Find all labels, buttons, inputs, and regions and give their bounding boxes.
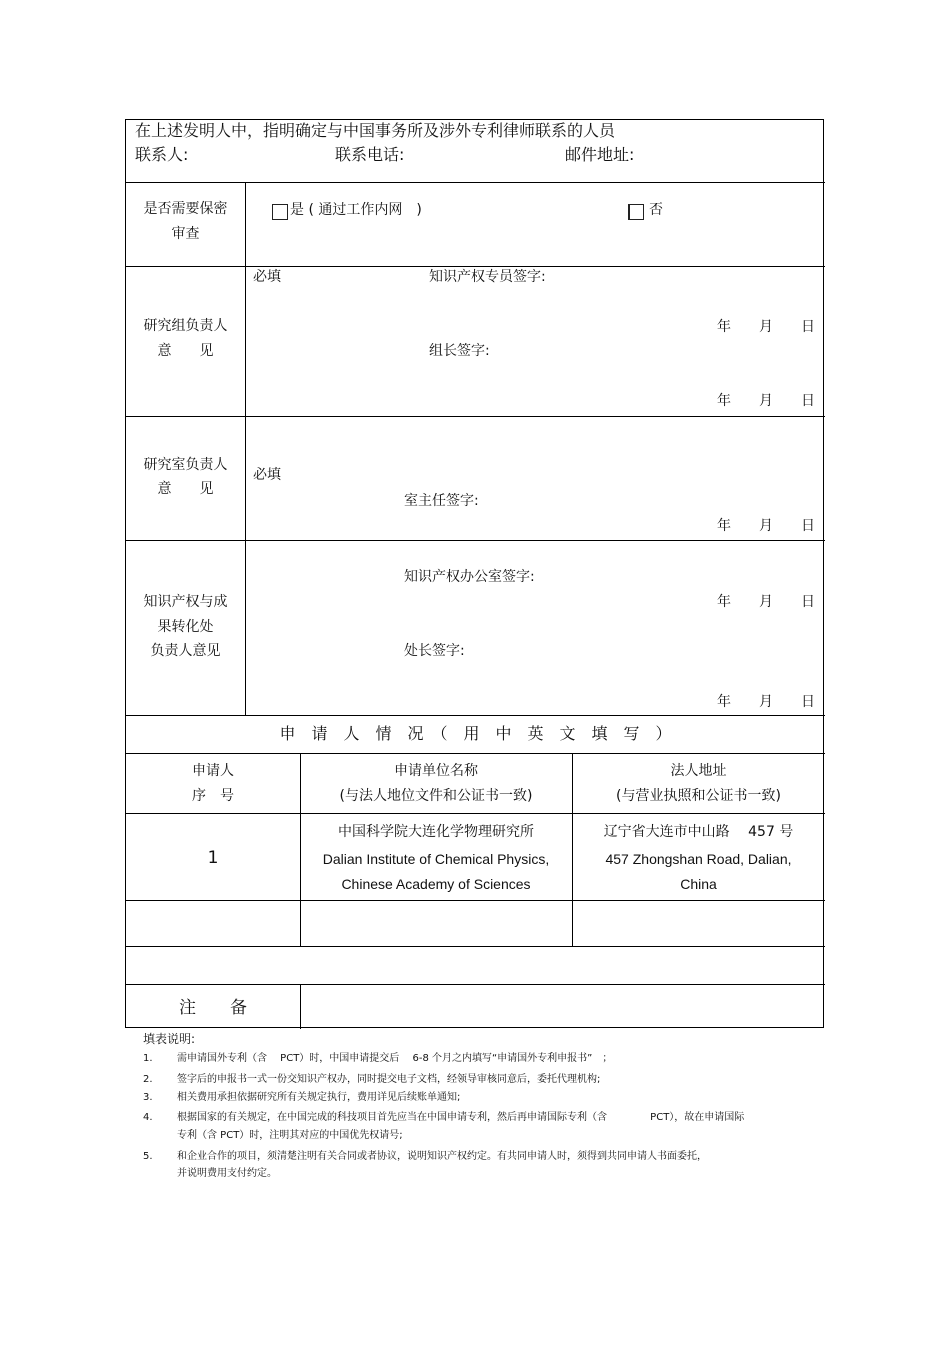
row-divider [126,715,825,716]
group-required-note: 必填 [253,269,281,285]
instruction-text: 相关费用承担依据研究所有关规定执行，费用详见后续账单通知; [177,1092,461,1103]
group-leader-label-line1: 研究组负责人 [143,318,228,334]
no-option-label: 否 [649,202,663,218]
row-divider [126,900,825,901]
instruction-number: 5. [143,1151,153,1162]
row-divider [126,984,825,985]
instruction-number: 1. [143,1053,153,1064]
row-divider [126,416,825,417]
applicant-name-cn: 中国科学院大连化学物理研究所 [338,824,534,840]
instruction-text: 专利（含 PCT）时，注明其对应的中国优先权请号; [177,1130,403,1141]
ip-office-label-line2: 果转化处 [157,619,214,635]
date-month: 月 [759,319,773,335]
confidential-label-line1: 是否需要保密 [143,201,228,217]
yes-option-label: 是 ( 通过工作内网 ) [290,202,422,218]
col-seq-header-line1: 申请人 [192,763,234,779]
applicant-section-title: 申 请 人 情 况 （ 用 中 英 文 填 写 ） [279,724,672,743]
date-day: 日 [801,319,815,335]
contact-address-label: 邮件地址: [565,145,635,164]
lab-required-note: 必填 [253,467,281,483]
row-divider [126,182,825,183]
column-divider [300,984,301,1029]
instruction-text: 和企业合作的项目，须清楚注明有关合同或者协议，说明知识产权约定。有共同申请人时，须得到共同申请人书面委托， [177,1151,707,1162]
date-year: 年 [717,594,731,610]
date-month: 月 [759,518,773,534]
row-divider [126,540,825,541]
date-day: 日 [801,393,815,409]
confidential-label-line2: 审查 [171,226,200,242]
instructions-title: 填表说明: [143,1032,196,1046]
row-divider [126,813,825,814]
applicant-address-en-line2: China [680,876,717,892]
column-divider [300,753,301,946]
lab-leader-label-line2: 意 见 [157,481,214,497]
date-month: 月 [759,594,773,610]
date-month: 月 [759,393,773,409]
applicant-seq: 1 [207,848,219,868]
column-divider [245,182,246,715]
application-form-table [125,119,824,1028]
lab-leader-label-line1: 研究室负责人 [143,457,228,473]
col-seq-header-line2: 序 号 [192,788,234,804]
group-leader-signature-label: 组长签字: [429,343,490,359]
col-name-header-line1: 申请单位名称 [394,763,478,779]
date-month: 月 [759,694,773,710]
instruction-number: 4. [143,1112,153,1123]
ip-office-label-line3: 负责人意见 [150,643,221,659]
ip-office-signature-label: 知识产权办公室签字: [404,569,535,585]
instruction-text: 并说明费用支付约定。 [177,1168,277,1179]
row-divider [126,946,825,947]
col-address-header-line1: 法人地址 [670,763,727,779]
date-day: 日 [801,594,815,610]
instruction-text: 需申请国外专利（含 PCT）时，中国申请提交后 6-8 个月之内填写“申请国外专利申报书” ； [177,1053,613,1064]
ip-officer-signature-label: 知识产权专员签字: [429,269,546,285]
yes-checkbox[interactable] [272,204,288,220]
no-checkbox[interactable] [628,204,644,220]
lab-director-signature-label: 室主任签字: [404,493,479,509]
remarks-label: 注 备 [179,998,247,1018]
applicant-name-en-line2: Chinese Academy of Sciences [341,876,531,892]
row-divider [126,266,825,267]
instruction-number: 2. [143,1074,153,1085]
group-leader-label-line2: 意 见 [157,343,214,359]
instruction-text: 根据国家的有关规定，在中国完成的科技项目首先应当在中国申请专利，然后再申请国际专利（含 PCT），故在申请国际 [177,1112,745,1123]
date-year: 年 [717,694,731,710]
date-day: 日 [801,694,815,710]
applicant-name-en-line1: Dalian Institute of Chemical Physics, [322,851,550,867]
applicant-address-cn: 辽宁省大连市中山路 457 号 [603,824,794,840]
division-head-signature-label: 处长签字: [404,643,465,659]
applicant-address-en-line1: 457 Zhongshan Road, Dalian, [605,851,792,867]
ip-office-label-line1: 知识产权与成 [143,594,228,610]
date-year: 年 [717,518,731,534]
date-day: 日 [801,518,815,534]
contact-person-label: 联系人: [135,145,189,164]
column-divider [572,753,573,946]
contact-section-title: 在上述发明人中，指明确定与中国事务所及涉外专利律师联系的人员 [135,121,616,140]
col-name-header-line2: (与法人地位文件和公证书一致) [339,788,533,804]
date-year: 年 [717,319,731,335]
instruction-text: 签字后的申报书一式一份交知识产权办，同时提交电子文档，经领导审核同意后，委托代理机构; [177,1074,601,1085]
col-address-header-line2: (与营业执照和公证书一致) [616,788,781,804]
instruction-number: 3. [143,1092,153,1103]
contact-phone-label: 联系电话: [335,145,405,164]
date-year: 年 [717,393,731,409]
row-divider [126,753,825,754]
